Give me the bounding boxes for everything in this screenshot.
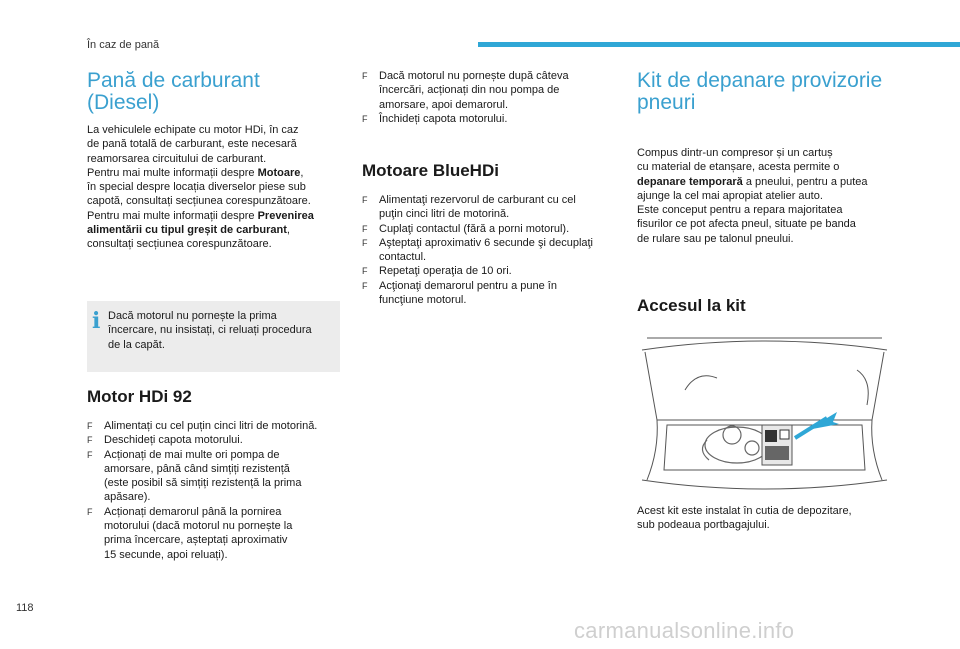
text-span: Pentru mai multe informații despre — [87, 166, 258, 179]
bullet-mark: F — [362, 280, 368, 291]
step-text: Repetaţi operaţia de 10 ori. — [379, 265, 512, 278]
list-item — [362, 69, 622, 112]
title-line-2: (Diesel) — [87, 91, 160, 114]
step-text: (este posibil să simțiți rezistență la prima — [104, 477, 302, 490]
intro-line: consultați secțiunea corespunzătoare. — [87, 238, 272, 251]
intro-line: La vehiculele echipate cu motor HDi, în caz — [87, 124, 299, 136]
bold-term-motoare: Motoare — [257, 166, 301, 179]
caption-line: sub podeaua portbagajului. — [637, 519, 770, 532]
desc-line: de rulare sau pe talonul pneului. — [637, 232, 794, 245]
bullet-mark: F — [362, 71, 368, 81]
step-text: Acționați de mai multe ori pompa de — [104, 448, 280, 461]
bold-term-prevenirea: Prevenirea — [257, 209, 314, 222]
header-accent-bar — [478, 42, 960, 47]
info-box-text — [108, 309, 334, 352]
step-text: Deschideți capota motorului. — [104, 434, 243, 447]
info-line: de la capăt. — [108, 338, 165, 351]
step-text: Aşteptaţi aproximativ 6 secunde şi decuplaţi — [379, 236, 594, 249]
continued-steps — [362, 69, 622, 126]
intro-line: în special despre locația diverselor piese sub — [87, 181, 306, 194]
bullet-mark: F — [362, 266, 368, 277]
title-line-1: Pană de carburant — [87, 69, 260, 92]
step-text: 15 secunde, apoi reluați). — [104, 548, 228, 561]
list-item — [87, 448, 347, 505]
step-text: Acționați demarorul până la pornirea — [104, 505, 282, 518]
step-text: Alimentaţi rezervorul de carburant cu cel — [379, 194, 576, 206]
desc-line: fisurilor ce pot afecta pneul, situate pe banda — [637, 218, 856, 231]
list-item — [87, 505, 347, 562]
bluehdi-steps — [362, 193, 627, 307]
watermark: carmanualsonline.info — [574, 618, 795, 643]
step-text: Dacă motorul nu pornește după câteva — [379, 70, 569, 82]
desc-bold-line — [637, 175, 907, 189]
info-line: Dacă motorul nu pornește la prima — [108, 310, 277, 322]
kit-description — [637, 146, 907, 246]
desc-line: Compus dintr-un compresor și un cartuș — [637, 147, 833, 159]
step-text: funcţiune motorul. — [379, 294, 467, 307]
bullet-mark: F — [362, 195, 368, 205]
title-kit-depanare — [637, 70, 937, 114]
hdi92-steps — [87, 419, 347, 562]
bullet-mark: F — [87, 421, 93, 431]
text-span: Pentru mai multe informații despre — [87, 209, 258, 222]
bullet-mark: F — [362, 237, 368, 248]
bold-reference-line — [87, 223, 347, 237]
list-item — [362, 264, 627, 278]
bold-term-alimentarii: alimentării cu tipul greșit de carburant — [87, 224, 287, 237]
bullet-mark: F — [87, 506, 93, 517]
step-text: încercări, acționați din nou pompa de — [379, 84, 560, 97]
bullet-mark: F — [362, 223, 368, 234]
section-label: În caz de pană — [87, 39, 160, 51]
title-motor-hdi92: Motor HDi 92 — [87, 387, 192, 406]
text-span: , — [286, 224, 290, 237]
list-item — [362, 222, 627, 236]
text-span: , — [300, 166, 304, 179]
list-item — [362, 279, 627, 308]
step-text: contactul. — [379, 251, 427, 264]
step-text: Alimentați cu cel puțin cinci litri de motorină. — [104, 420, 318, 432]
step-text: amorsare, apoi demarorul. — [379, 98, 509, 111]
title-line-2: pneuri — [637, 91, 696, 114]
step-text: amorsare, până când simțiți rezistență — [104, 462, 290, 475]
caption-line: Acest kit este instalat în cutia de depozitare, — [637, 505, 852, 517]
step-text: prima încercare, așteptați aproximativ — [104, 534, 288, 547]
intro-line: capotă, consultați secțiunea corespunzătoare. — [87, 195, 311, 208]
step-text: apăsare). — [104, 491, 151, 504]
step-text: puţin cinci litri de motorină. — [379, 208, 510, 221]
intro-line: de pană totală de carburant, este necesară — [87, 138, 297, 151]
title-motoare-bluehdi: Motoare BlueHDi — [362, 161, 499, 180]
more-info-prevenirea — [87, 209, 347, 223]
list-item — [362, 112, 622, 126]
title-accesul-la-kit: Accesul la kit — [637, 296, 746, 315]
bullet-mark: F — [87, 435, 93, 446]
title-pana-carburant — [87, 70, 347, 114]
more-info-motoare — [87, 166, 347, 180]
title-line-1: Kit de depanare provizorie — [637, 69, 883, 92]
page-number: 118 — [16, 602, 34, 614]
intro-paragraph — [87, 123, 347, 252]
list-item — [87, 433, 347, 447]
step-text: Acţionaţi demarorul pentru a pune în — [379, 279, 557, 292]
info-icon: i — [92, 308, 101, 334]
text-span: a pneului, pentru a putea — [742, 175, 868, 188]
list-item — [87, 419, 347, 433]
info-line: încercare, nu insistați, ci reluați procedura — [108, 324, 312, 337]
intro-line: reamorsarea circuitului de carburant. — [87, 152, 267, 165]
step-text: motorului (dacă motorul nu pornește la — [104, 520, 293, 533]
bullet-mark: F — [87, 449, 93, 460]
bold-term-depanare: depanare temporară — [637, 175, 743, 188]
trunk-kit-illustration — [637, 330, 892, 498]
bullet-mark: F — [362, 113, 368, 124]
list-item — [362, 236, 627, 265]
desc-line: ajunge la cel mai apropiat atelier auto. — [637, 189, 823, 202]
step-text: Cuplaţi contactul (fără a porni motorul). — [379, 222, 570, 235]
kit-caption — [637, 504, 907, 533]
step-text: Închideți capota motorului. — [379, 112, 508, 125]
desc-line: cu material de etanșare, acesta permite o — [637, 161, 840, 174]
desc-line: Este conceput pentru a repara majoritatea — [637, 204, 843, 217]
list-item — [362, 193, 627, 222]
